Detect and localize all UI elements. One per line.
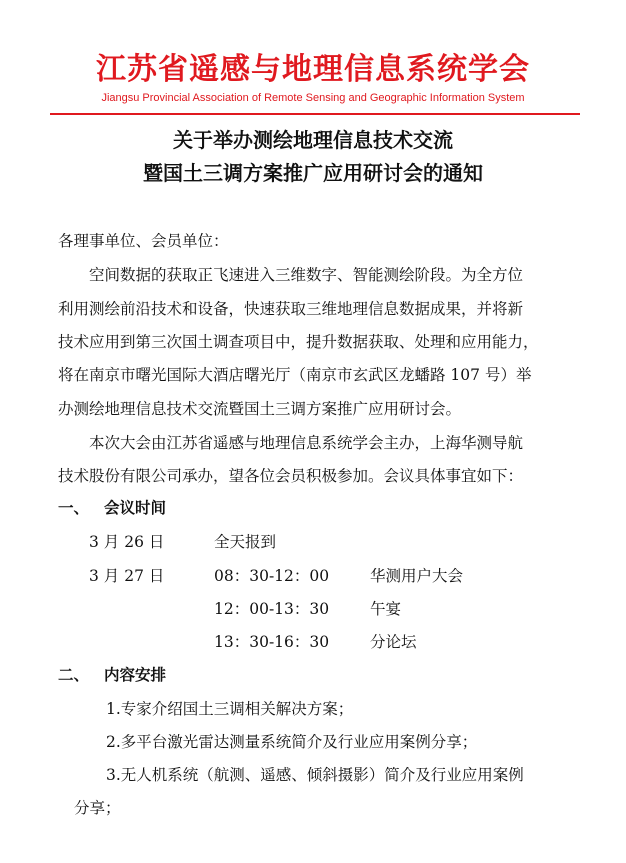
schedule-event: 午宴 [370,600,402,618]
section-number: 二、 [58,666,90,684]
schedule-time: 全天报到 [214,533,277,551]
paragraph-1-line-5: 办测绘地理信息技术交流暨国土三调方案推广应用研讨会。 [58,400,462,418]
content-item: 2.多平台激光雷达测量系统简介及行业应用案例分享； [106,733,478,751]
section-title: 会议时间 [104,499,167,517]
schedule-time: 13：30-16：30 [214,633,330,651]
paragraph-1-line-4: 将在南京市曙光国际大酒店曙光厅（南京市玄武区龙蟠路 107 号）举 [58,366,532,384]
notice-title-line-2: 暨国土三调方案推广应用研讨会的通知 [143,161,483,185]
content-item-continuation: 分享； [74,799,121,817]
content-item: 3.无人机系统（航测、遥感、倾斜摄影）简介及行业应用案例 [106,766,524,784]
section-title: 内容安排 [104,666,167,684]
schedule-time: 08：30-12：00 [214,567,330,585]
schedule-date: 3 月 26 日 [89,533,165,551]
header-divider [50,113,580,115]
schedule-date: 3 月 27 日 [89,567,165,585]
paragraph-2-line-2: 技术股份有限公司承办，望各位会员积极参加。会议具体事宜如下： [58,467,524,485]
schedule-event: 华测用户大会 [370,567,464,585]
paragraph-1-line-2: 利用测绘前沿技术和设备，快速获取三维地理信息数据成果，并将新 [58,300,524,318]
paragraph-1-line-3: 技术应用到第三次国土调查项目中，提升数据获取、处理和应用能力， [58,333,539,351]
schedule-time: 12：00-13：30 [214,600,330,618]
salutation: 各理事单位、会员单位： [58,232,229,250]
paragraph-2-line-1: 本次大会由江苏省遥感与地理信息系统学会主办，上海华测导航 [89,434,524,452]
section-number: 一、 [58,499,90,517]
organization-name-english: Jiangsu Provincial Association of Remote Sensing and Geographic Information System [101,92,525,104]
section-heading-meeting-time [58,496,166,518]
paragraph-1-line-1: 空间数据的获取正飞速进入三维数字、智能测绘阶段。为全方位 [89,266,524,284]
organization-name: 江苏省遥感与地理信息系统学会 [96,52,530,87]
notice-title-line-1: 关于举办测绘地理信息技术交流 [173,128,453,152]
schedule-event: 分论坛 [370,633,417,651]
section-heading-content [58,663,166,685]
content-item: 1.专家介绍国土三调相关解决方案； [106,700,354,718]
